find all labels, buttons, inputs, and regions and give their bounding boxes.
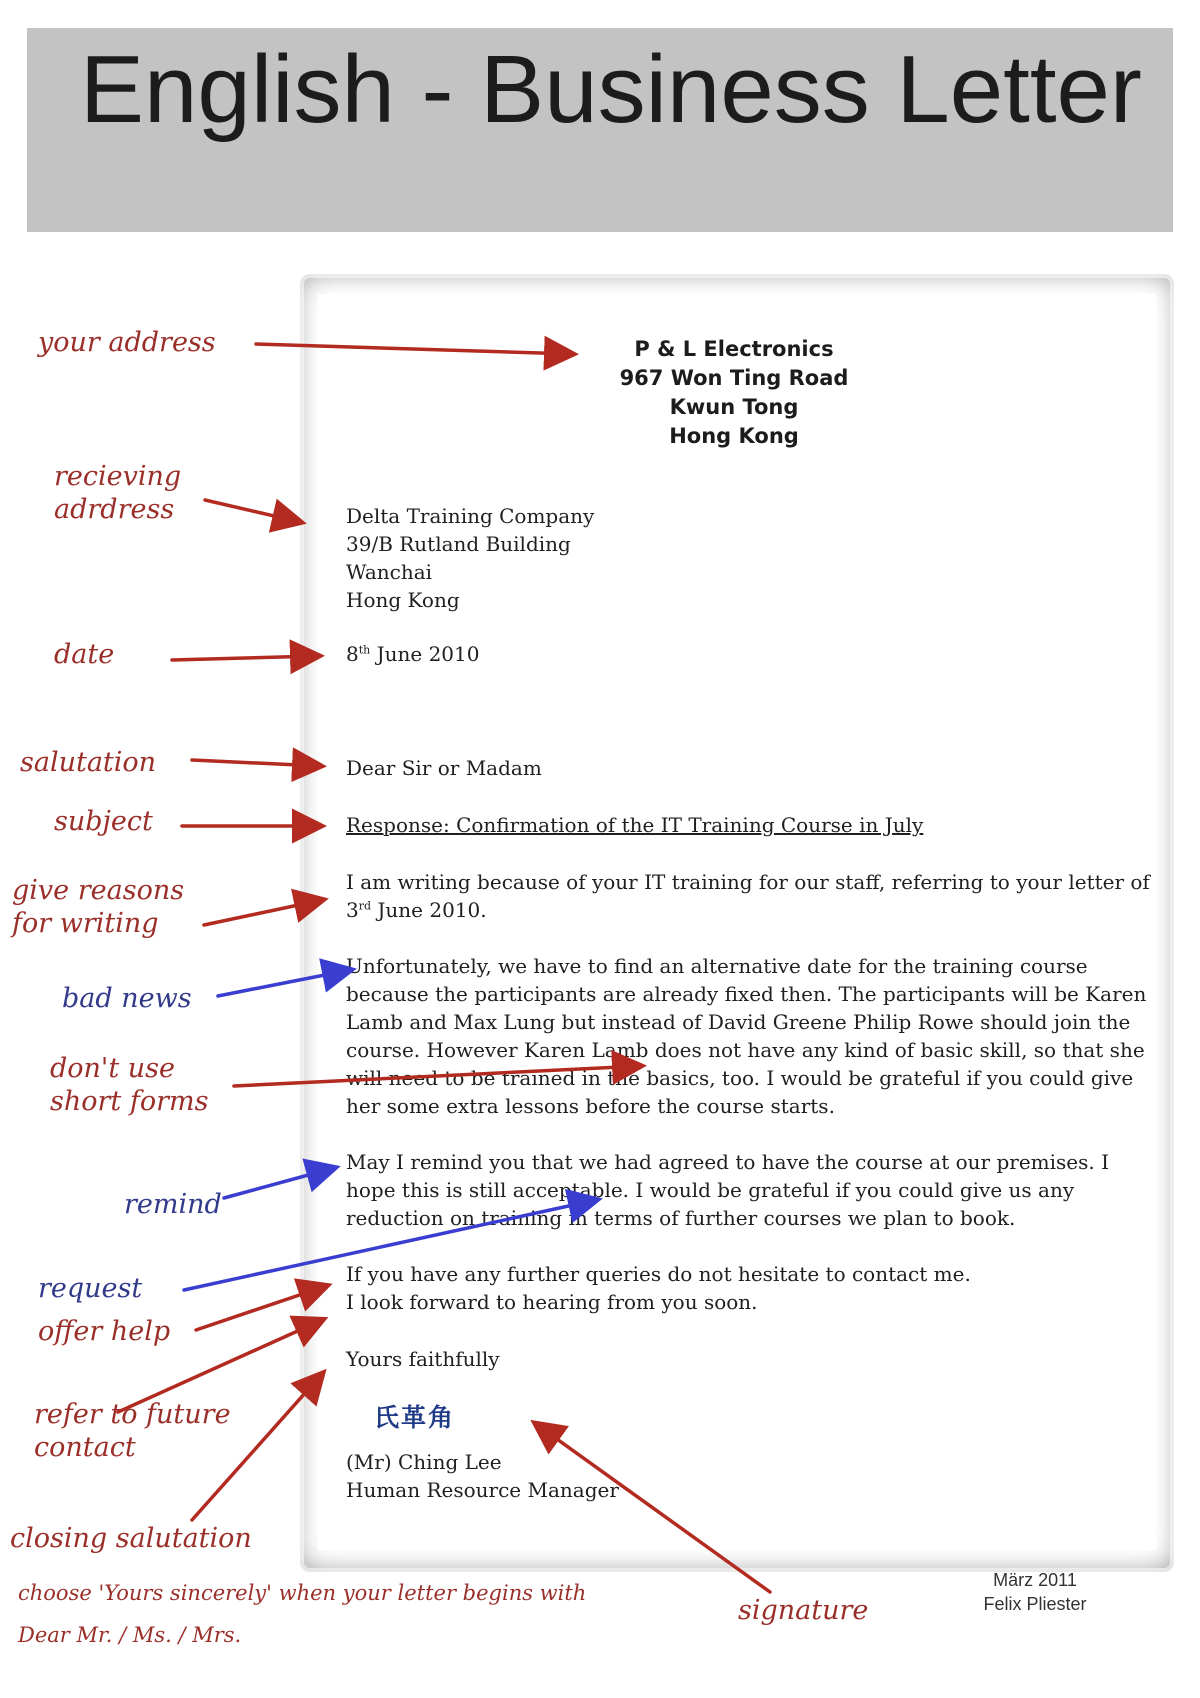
paragraph-line: May I remind you that we had agreed to have the course at our premises. I — [346, 1150, 1110, 1174]
date-rest: June 2010 — [370, 642, 480, 666]
closing-salutation: Yours faithfully — [346, 1347, 500, 1371]
paragraph-line: I look forward to hearing from you soon. — [346, 1290, 758, 1314]
reason-suffix: rd — [358, 899, 372, 913]
annotation-line: contact — [34, 1432, 136, 1463]
arrow-signature — [536, 1424, 770, 1592]
arrow-future-contact — [118, 1320, 322, 1412]
arrow-reasons — [204, 900, 322, 925]
annotation-date: date — [54, 639, 115, 670]
paragraph-line: course. However Karen Lamb does not have any kind of basic skill, so that she — [346, 1038, 1145, 1062]
sender-line: Hong Kong — [669, 424, 799, 448]
signature-mark: 氏革角 — [374, 1403, 456, 1432]
sender-line: Kwun Tong — [669, 395, 799, 419]
annotation-closing-salutation: closing salutation — [10, 1523, 252, 1554]
page-title: English - Business Letter — [80, 36, 1142, 143]
arrow-offer-help — [196, 1286, 326, 1330]
footer-date: März 2011 — [993, 1570, 1077, 1590]
annotation-line: for writing — [12, 908, 159, 939]
arrow-date — [172, 656, 318, 660]
arrow-your-address — [256, 344, 572, 354]
recipient-line: 39/B Rutland Building — [346, 532, 571, 556]
reason-rest: June 2010. — [371, 898, 487, 922]
paragraph-line: reduction on training in terms of further courses we plan to book. — [346, 1206, 1016, 1230]
annotation-line: short forms — [50, 1086, 209, 1117]
paragraph-line: because the participants are already fixed then. The participants will be Karen — [346, 982, 1147, 1006]
paragraph-line: Lamb and Max Lung but instead of David Greene Philip Rowe should join the — [346, 1010, 1131, 1034]
arrow-bad-news — [218, 970, 350, 996]
paragraph-line: hope this is still acceptable. I would be grateful if you could give us any — [346, 1178, 1075, 1202]
arrow-receiving-address — [205, 500, 300, 522]
paragraph-line: her some extra lessons before the course starts. — [346, 1094, 835, 1118]
arrow-request — [184, 1200, 596, 1290]
recipient-line: Hong Kong — [346, 588, 460, 612]
reason-day: 3 — [346, 898, 359, 922]
annotation-subject: subject — [54, 806, 153, 837]
annotation-line: choose 'Yours sincerely' when your letter begins with — [18, 1581, 587, 1605]
annotation-line: give reasons — [12, 875, 185, 906]
annotation-line: refer to future — [34, 1399, 231, 1430]
arrow-short-forms — [234, 1066, 640, 1086]
signatory-name: (Mr) Ching Lee — [346, 1450, 502, 1474]
sender-line: 967 Won Ting Road — [619, 366, 849, 390]
subject-line: Response: Confirmation of the IT Training Course in July — [346, 813, 924, 837]
reason-line: I am writing because of your IT training for our staff, referring to your letter of — [346, 870, 1150, 894]
recipient-line: Delta Training Company — [346, 504, 595, 528]
annotation-your-address: your address — [38, 327, 216, 358]
annotation-line: adrdress — [54, 494, 175, 525]
annotation-offer-help: offer help — [38, 1316, 171, 1347]
annotation-remind: remind — [124, 1189, 222, 1220]
date-suffix: th — [358, 643, 371, 657]
annotation-line: don't use — [50, 1053, 176, 1084]
date-day: 8 — [346, 642, 359, 666]
annotation-bad-news: bad news — [62, 983, 192, 1014]
recipient-line: Wanchai — [346, 560, 433, 584]
paragraph-line: If you have any further queries do not hesitate to contact me. — [346, 1262, 971, 1286]
paragraph-line: will need to be trained in the basics, too. I would be grateful if you could give — [346, 1066, 1134, 1090]
annotation-line: recieving — [54, 461, 182, 492]
sender-line: P & L Electronics — [634, 337, 834, 361]
salutation: Dear Sir or Madam — [346, 756, 542, 780]
annotation-line: Dear Mr. / Ms. / Mrs. — [18, 1623, 242, 1647]
arrow-closing-salutation — [192, 1374, 322, 1520]
arrow-remind — [224, 1168, 334, 1198]
footer-author: Felix Pliester — [983, 1594, 1087, 1614]
annotation-salutation: salutation — [20, 747, 157, 778]
annotation-signature: signature — [738, 1595, 869, 1626]
annotation-request: request — [38, 1273, 143, 1304]
paragraph-line: Unfortunately, we have to find an alternative date for the training course — [346, 954, 1088, 978]
arrow-salutation — [192, 760, 320, 766]
signatory-position: Human Resource Manager — [346, 1478, 619, 1502]
